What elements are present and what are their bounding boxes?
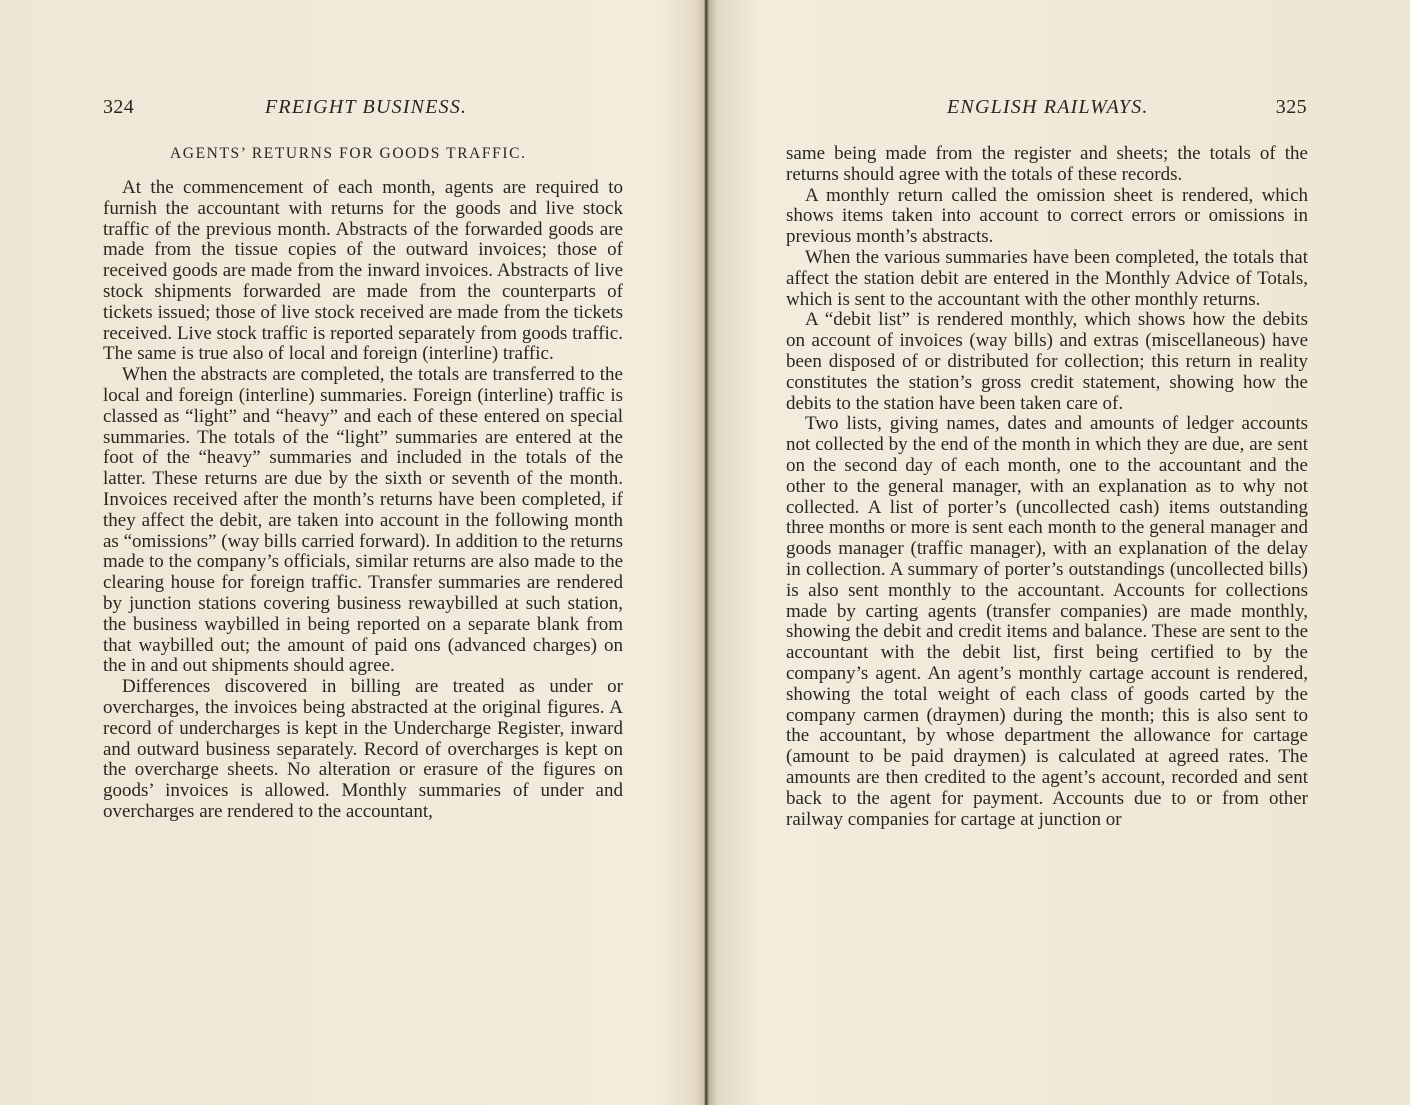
- paragraph: At the commencement of each month, agents are required to furnish the accountant with returns for the goods and live stock traffic of the previous month. Abstracts of the forwarded goods are made from the tissue copies of the outward invoices; those of received goods are made from the inward invoices. Abstracts of live stock shipments forwarded are made from the counterparts of tickets issued; those of live stock received are made from the tickets received. Live stock traffic is reported separately from goods traffic. The same is true also of local and foreign (interline) traffic.: [103, 177, 623, 365]
- section-heading: AGENTS’ RETURNS FOR GOODS TRAFFIC.: [170, 145, 527, 162]
- running-head-title: FREIGHT BUSINESS.: [265, 96, 468, 118]
- body-text-right: [786, 144, 1308, 830]
- paragraph: A “debit list” is rendered monthly, which shows how the debits on account of invoices (way bills) and extras (miscellaneous) have been disposed of or distributed for collection; this return in reality constitutes the station’s gross credit statement, showing how the debits to the station have been taken care of.: [786, 309, 1308, 414]
- paragraph: A monthly return called the omission sheet is rendered, which shows items taken into account to correct errors or omissions in previous month’s abstracts.: [786, 184, 1308, 248]
- paragraph-continued: same being made from the register and sheets; the totals of the returns should agree with the totals of these records.: [786, 143, 1308, 185]
- page-number: 324: [103, 96, 135, 118]
- paragraph: When the abstracts are completed, the totals are transferred to the local and foreign (interline) summaries. Foreign (interline) traffic is classed as “light” and “heavy” and each of these entered on special summaries. The totals of the “light” summaries are entered at the foot of the “heavy” summaries and included in the totals of the latter. These returns are due by the sixth or seventh of the month. Invoices received after the month’s returns have been completed, if they affect the debit, are taken into account in the following month as “omissions” (way bills carried forward). In addition to the returns made to the company’s officials, similar returns are also made to the clearing house for foreign traffic. Transfer summaries are rendered by junction stations covering business rewaybilled at such station, the business waybilled in being reported on a separate blank from that waybilled out; the amount of paid ons (advanced charges) on the in and out shipments should agree.: [103, 364, 623, 677]
- running-head-left: [103, 96, 623, 124]
- running-head-right: [787, 96, 1307, 124]
- paragraph: When the various summaries have been completed, the totals that affect the station debit are entered in the Monthly Advice of Totals, which is sent to the accountant with the other monthly returns.: [786, 246, 1308, 310]
- page-number: 325: [1275, 96, 1307, 118]
- paragraph: Two lists, giving names, dates and amounts of ledger accounts not collected by the end of the month in which they are due, are sent on the second day of each month, one to the accountant and the other to the general manager, with an explanation as to why not collected. A list of porter’s (uncollected cash) items outstanding three months or more is sent each month to the general manager and goods manager (traffic manager), with an explanation of the delay in collection. A summary of porter’s outstandings (uncollected bills) is also sent monthly to the accountant. Accounts for collections made by carting agents (transfer companies) are made monthly, showing the debit and credit items and balance. These are sent to the accountant with the debit list, first being certified to by the company’s agent. An agent’s monthly cartage account is rendered, showing the total weight of each class of goods carted by the company carmen (draymen) during the month; this is also sent to the accountant, by whose department the allowance for cartage (amount to be paid draymen) is calculated at agreed rates. The amounts are then credited to the agent’s account, recorded and sent back to the agent for payment. Accounts due to or from other railway companies for cartage at junction or: [786, 413, 1308, 830]
- running-head-title: ENGLISH RAILWAYS.: [947, 96, 1149, 118]
- body-text-left: [103, 178, 623, 823]
- paragraph: Differences discovered in billing are treated as under or overcharges, the invoices being abstracted at the original figures. A record of undercharges is kept in the Undercharge Register, inward and outward business separately. Record of overcharges is kept on the overcharge sheets. No alteration or erasure of the figures on goods’ invoices is allowed. Monthly summaries of under and overcharges are rendered to the accountant,: [103, 676, 623, 822]
- right-page: [707, 0, 1410, 1105]
